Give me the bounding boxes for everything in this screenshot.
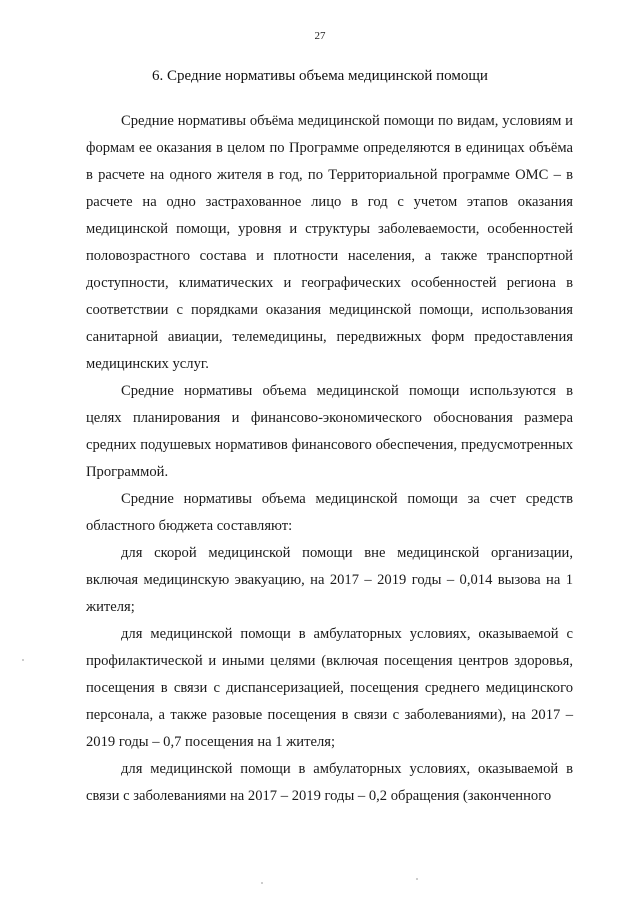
- body-text: [86, 108, 573, 810]
- section-heading: 6. Средние нормативы объема медицинской помощи: [152, 68, 488, 84]
- scan-artifact: [261, 882, 263, 884]
- paragraph-regional-budget: Средние нормативы объема медицинской помощи за счет средств областного бюджета составляют:: [86, 491, 573, 534]
- scan-artifact: [416, 878, 418, 880]
- scan-artifact: [22, 659, 24, 661]
- paragraph-intro: Средние нормативы объёма медицинской помощи по видам, условиям и формам ее оказания в целом по Программе определяются в единицах объёма в расчете на одного жителя в год, по Территориальной программе ОМС – в расчете на одно застрахованное лицо в год с учетом этапов оказания медицинской помощи, уровня и структуры заболеваемости, особенностей половозрастного состава и плотности населения, а также транспортной доступности, климатических и географических особенностей региона в соответствии с порядками оказания медицинской помощи, использования санитарной авиации, телемедицины, передвижных форм предоставления медицинских услуг.: [86, 113, 573, 372]
- paragraph-purpose: Средние нормативы объема медицинской помощи используются в целях планирования и финансово-экономического обоснования размера средних подушевых нормативов финансового обеспечения, предусмотренных Программой.: [86, 383, 573, 480]
- paragraph-outpatient-disease: для медицинской помощи в амбулаторных условиях, оказываемой в связи с заболеваниями на 2017 – 2019 годы – 0,2 обращения (законченного: [86, 761, 573, 804]
- paragraph-outpatient-preventive: для медицинской помощи в амбулаторных условиях, оказываемой с профилактической и иными целями (включая посещения центров здоровья, посещения в связи с диспансеризацией, посещения среднего медицинского персонала, а также разовые посещения в связи с заболеваниями), на 2017 – 2019 годы – 0,7 посещения на 1 жителя;: [86, 626, 573, 750]
- paragraph-ambulance: для скорой медицинской помощи вне медицинской организации, включая медицинскую эвакуацию, на 2017 – 2019 годы – 0,014 вызова на 1 жителя;: [86, 545, 573, 615]
- page-number: 27: [314, 30, 326, 42]
